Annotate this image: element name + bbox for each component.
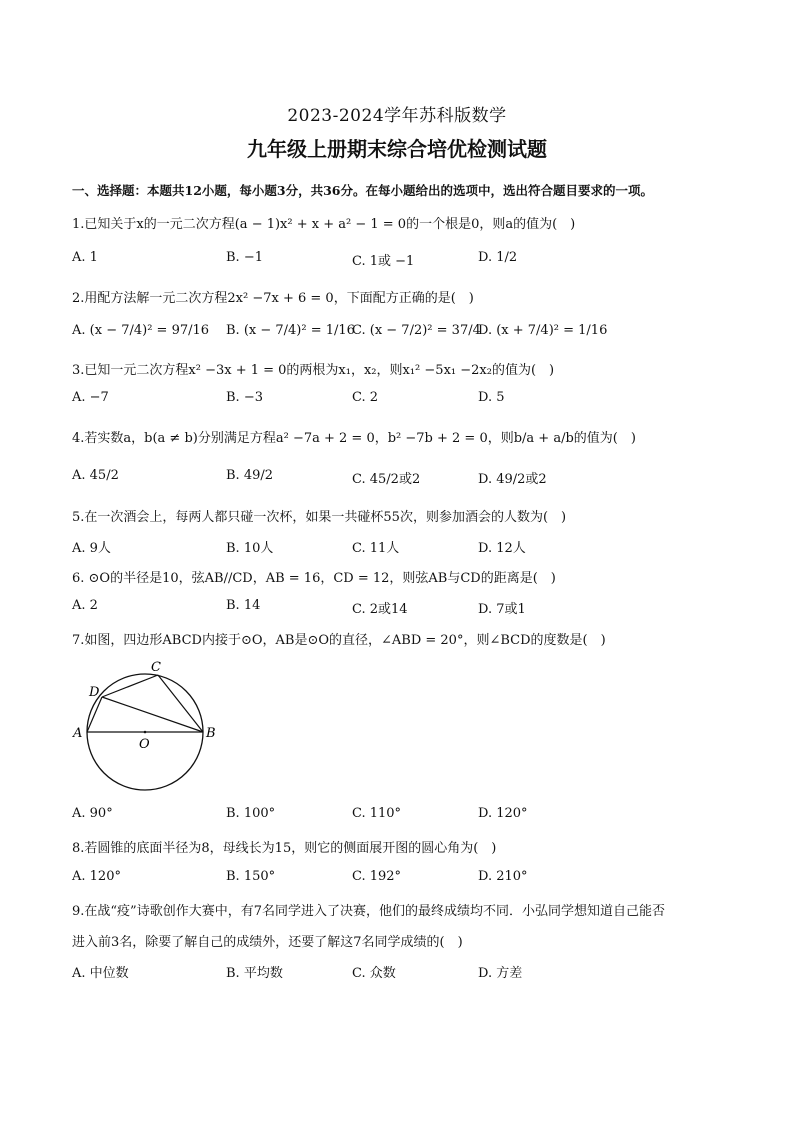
q9-option-c[interactable]: C. 众数 <box>352 966 396 981</box>
q5-option-b[interactable]: B. 10人 <box>226 541 274 556</box>
q2-option-c[interactable]: C. (x − 7/2)² = 37/4 <box>352 323 481 338</box>
question-4: 4.若实数a，b(a ≠ b)分别满足方程a² −7a + 2 = 0，b² −7b + 2 = 0，则b/a + a/b的值为( ) <box>72 431 636 446</box>
question-9-continued: 进入前3名，除要了解自己的成绩外，还要了解这7名同学成绩的( ) <box>72 935 463 950</box>
q4-option-c[interactable]: C. 45/2或2 <box>352 472 421 487</box>
q9-option-a[interactable]: A. 中位数 <box>72 966 129 981</box>
question-8: 8.若圆锥的底面半径为8，母线长为15，则它的侧面展开图的圆心角为( ) <box>72 841 497 856</box>
q6-option-c[interactable]: C. 2或14 <box>352 602 408 617</box>
q7-option-d[interactable]: D. 120° <box>478 806 528 821</box>
q1-option-d[interactable]: D. 1/2 <box>478 250 518 265</box>
center-point <box>144 731 147 734</box>
question-6: 6. ⊙O的半径是10，弦AB//CD，AB = 16，CD = 12，则弦AB与CD的距离是( ) <box>72 571 556 586</box>
q1-option-a[interactable]: A. 1 <box>72 250 98 265</box>
q5-option-d[interactable]: D. 12人 <box>478 541 526 556</box>
q8-option-b[interactable]: B. 150° <box>226 869 276 884</box>
q4-option-b[interactable]: B. 49/2 <box>226 468 274 483</box>
label-b: B <box>206 726 216 741</box>
q2-option-a[interactable]: A. (x − 7/4)² = 97/16 <box>72 323 210 338</box>
label-o: O <box>139 737 150 752</box>
circle-figure <box>66 655 226 815</box>
q3-option-c[interactable]: C. 2 <box>352 390 379 405</box>
question-2: 2.用配方法解一元二次方程2x² −7x + 6 = 0，下面配方正确的是( ) <box>72 291 474 306</box>
question-7: 7.如图，四边形ABCD内接于⊙O，AB是⊙O的直径，∠ABD = 20°，则∠BCD的度数是( ) <box>72 633 606 648</box>
q5-option-c[interactable]: C. 11人 <box>352 541 400 556</box>
q9-option-d[interactable]: D. 方差 <box>478 966 523 981</box>
question-1: 1.已知关于x的一元二次方程(a − 1)x² + x + a² − 1 = 0的一个根是0，则a的值为( ) <box>72 217 576 232</box>
q3-option-d[interactable]: D. 5 <box>478 390 505 405</box>
label-c: C <box>151 660 161 675</box>
q8-option-a[interactable]: A. 120° <box>72 869 121 884</box>
q5-option-a[interactable]: A. 9人 <box>72 541 111 556</box>
section-heading: 一、选择题：本题共12小题，每小题3分，共36分。在每小题给出的选项中，选出符合题目要求的一项。 <box>72 183 653 198</box>
q3-option-b[interactable]: B. −3 <box>226 390 263 405</box>
q8-option-c[interactable]: C. 192° <box>352 869 402 884</box>
question-9: 9.在战“疫”诗歌创作大赛中，有7名同学进入了决赛，他们的最终成绩均不同．小弘同学想知道自己能否 <box>72 904 665 919</box>
label-a: A <box>73 726 83 741</box>
exam-title: 九年级上册期末综合培优检测试题 <box>247 137 547 161</box>
q6-option-a[interactable]: A. 2 <box>72 598 98 613</box>
q6-option-b[interactable]: B. 14 <box>226 598 261 613</box>
q3-option-a[interactable]: A. −7 <box>72 390 109 405</box>
q7-option-a[interactable]: A. 90° <box>72 806 113 821</box>
q8-option-d[interactable]: D. 210° <box>478 869 528 884</box>
question-3: 3.已知一元二次方程x² −3x + 1 = 0的两根为x₁，x₂，则x₁² −5x₁ −2x₂的值为( ) <box>72 363 555 378</box>
q9-option-b[interactable]: B. 平均数 <box>226 966 283 981</box>
q7-option-b[interactable]: B. 100° <box>226 806 276 821</box>
q4-option-d[interactable]: D. 49/2或2 <box>478 472 547 487</box>
q4-option-a[interactable]: A. 45/2 <box>72 468 119 483</box>
q6-option-d[interactable]: D. 7或1 <box>478 602 526 617</box>
label-d: D <box>89 685 100 700</box>
question-5: 5.在一次酒会上，每两人都只碰一次杯，如果一共碰杯55次，则参加酒会的人数为( ) <box>72 510 567 525</box>
q2-option-b[interactable]: B. (x − 7/4)² = 1/16 <box>226 323 355 338</box>
exam-header-line1: 2023-2024学年苏科版数学 <box>287 106 507 126</box>
q1-option-b[interactable]: B. −1 <box>226 250 263 265</box>
q2-option-d[interactable]: D. (x + 7/4)² = 1/16 <box>478 323 608 338</box>
chord-db <box>102 697 203 732</box>
q7-option-c[interactable]: C. 110° <box>352 806 402 821</box>
q1-option-c[interactable]: C. 1或 −1 <box>352 254 415 269</box>
